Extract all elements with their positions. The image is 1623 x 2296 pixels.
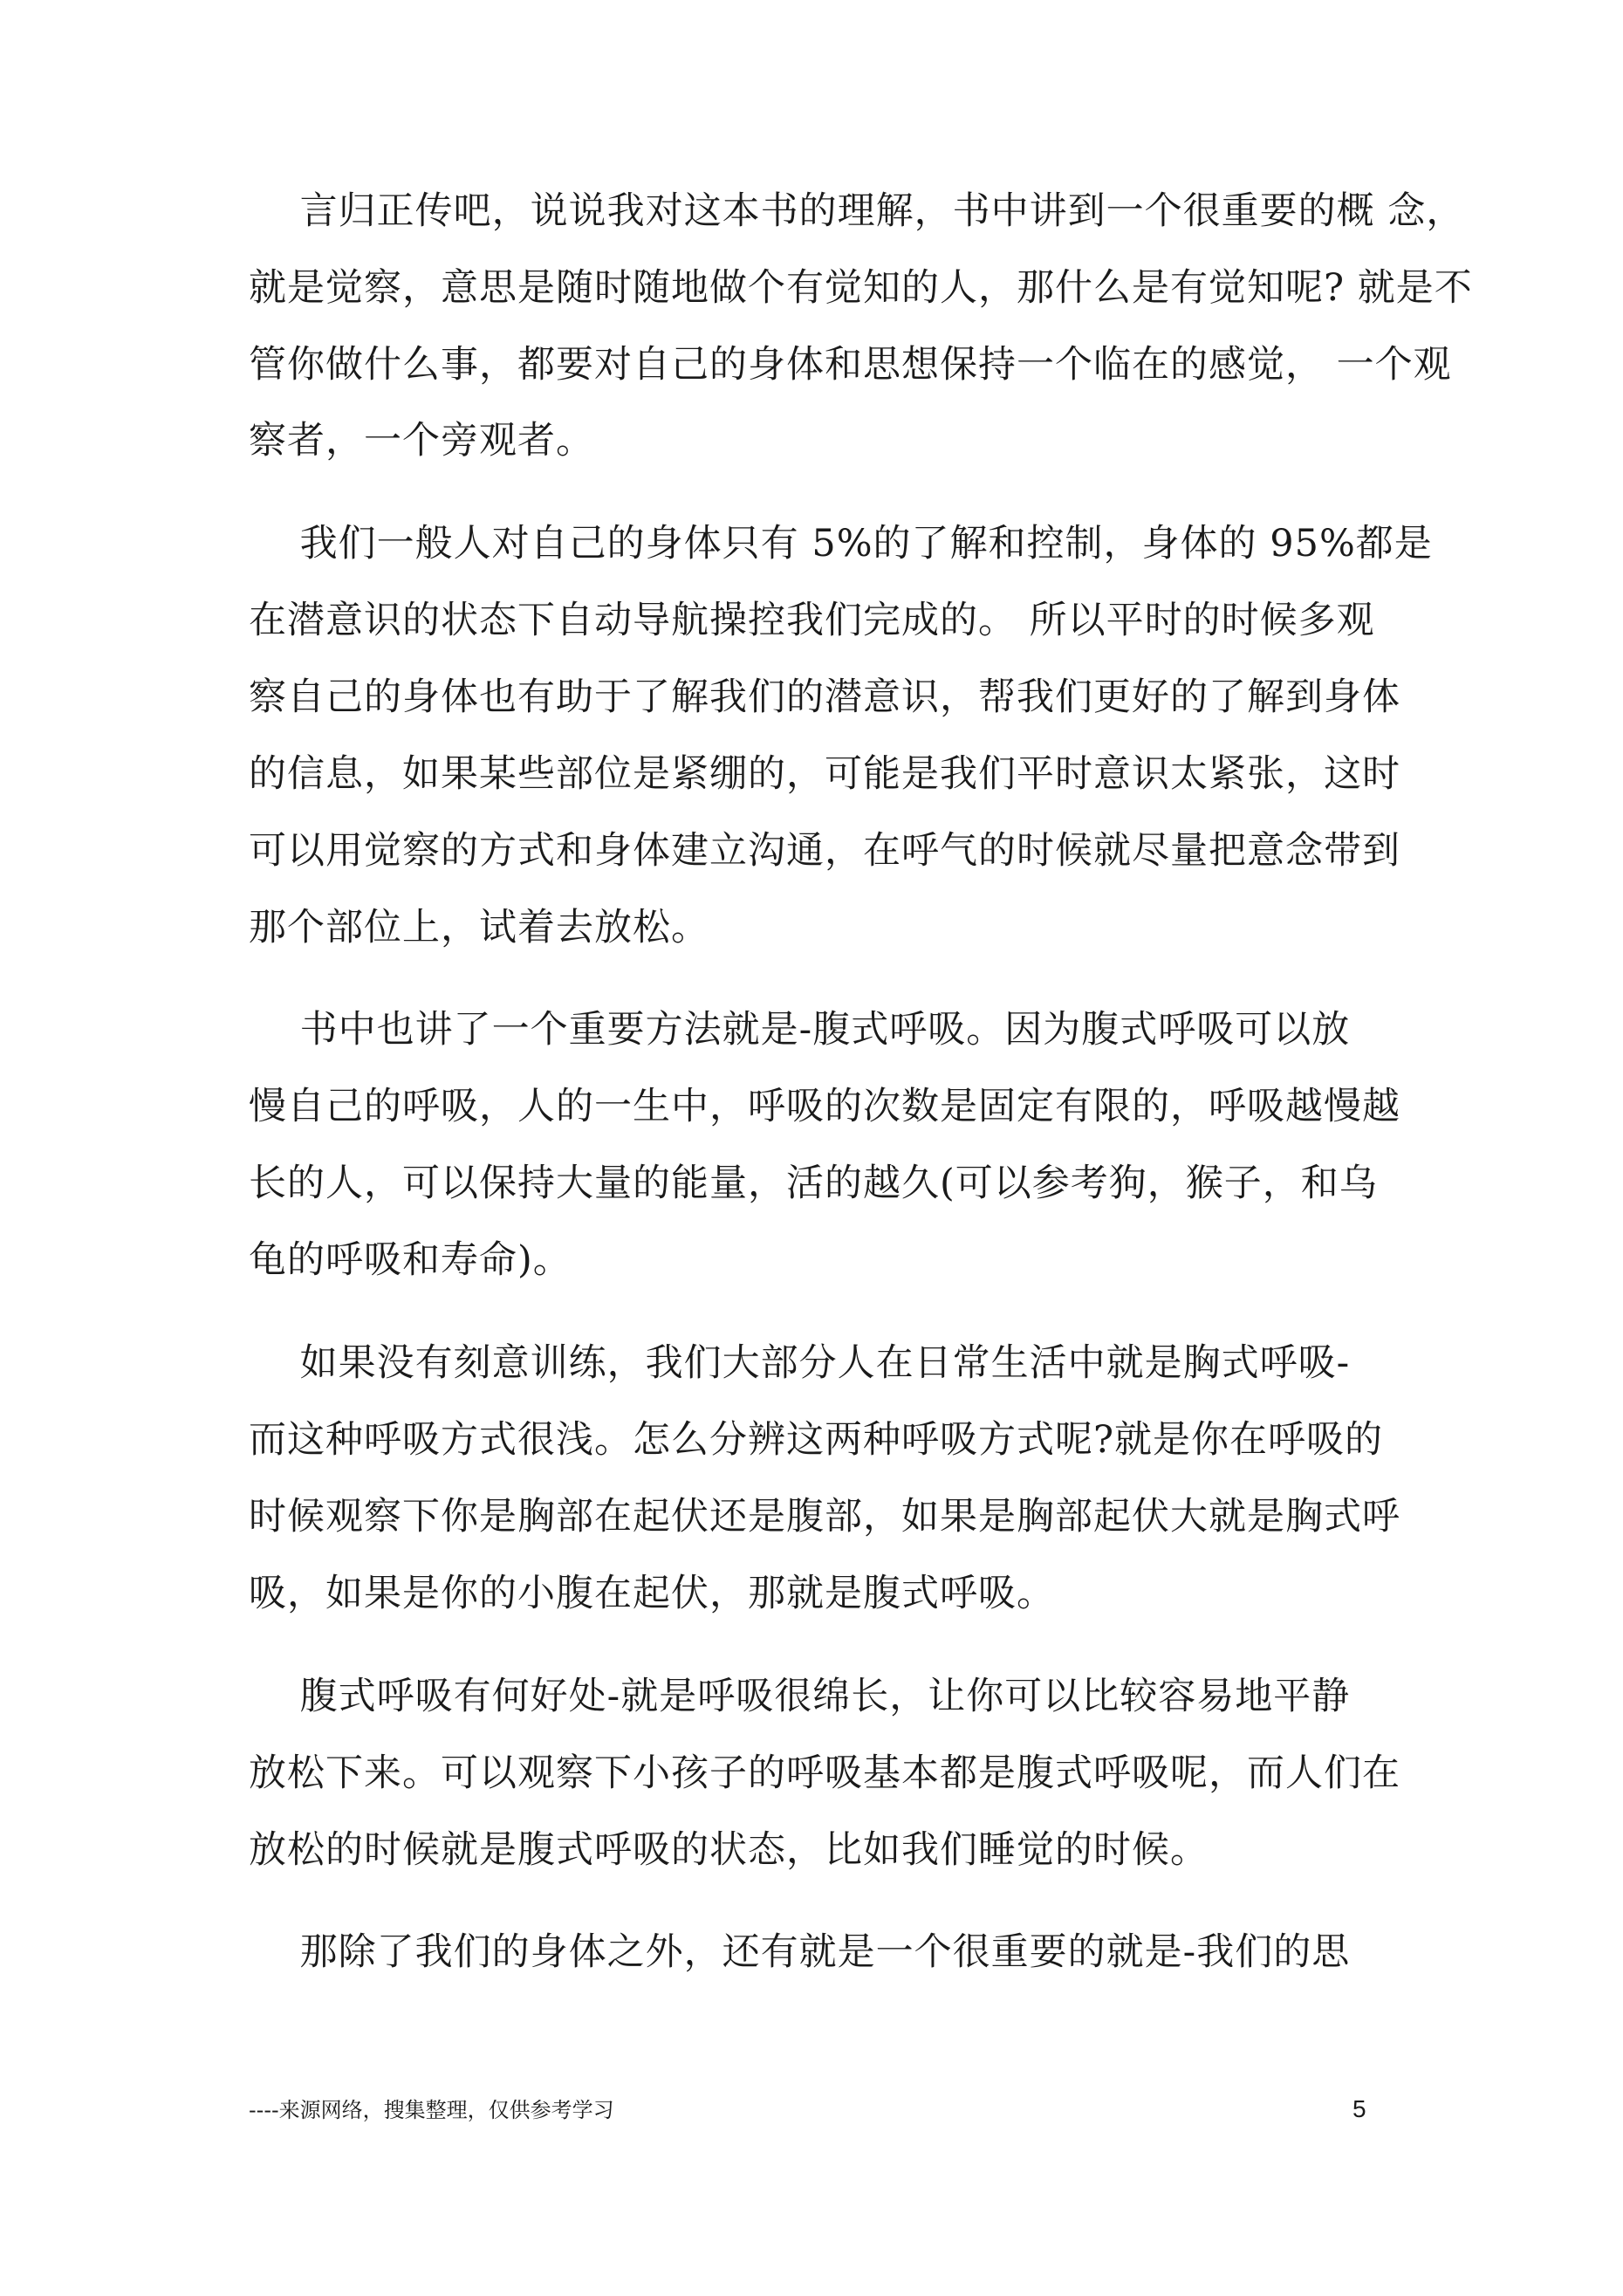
text-line: 放松下来。可以观察下小孩子的呼吸基本都是腹式呼吸呢，而人们在 bbox=[249, 1751, 1400, 1795]
text-line: 如果没有刻意训练，我们大部分人在日常生活中就是胸式呼吸- bbox=[249, 1341, 1351, 1385]
text-line: 那除了我们的身体之外，还有就是一个很重要的就是-我们的思 bbox=[249, 1930, 1351, 1974]
text-line: 我们一般人对自己的身体只有 5%的了解和控制，身体的 95%都是 bbox=[249, 522, 1433, 565]
text-line: 那个部位上，试着去放松。 bbox=[249, 906, 709, 949]
text-line: 管你做什么事，都要对自己的身体和思想保持一个临在的感觉， 一个观 bbox=[249, 343, 1452, 387]
text-line: 言归正传吧，说说我对这本书的理解，书中讲到一个很重要的概 念， bbox=[249, 189, 1465, 233]
text-line: 察自己的身体也有助于了解我们的潜意识，帮我们更好的了解到身体 bbox=[249, 675, 1400, 719]
text-line: 在潜意识的状态下自动导航操控我们完成的。 所以平时的时候多观 bbox=[249, 599, 1375, 642]
page-number: 5 bbox=[1352, 2095, 1366, 2122]
text-line: 可以用觉察的方式和身体建立沟通，在呼气的时候就尽量把意念带到 bbox=[249, 829, 1400, 873]
text-line: 放松的时候就是腹式呼吸的状态，比如我们睡觉的时候。 bbox=[249, 1828, 1209, 1872]
text-line: 而这种呼吸方式很浅。怎么分辨这两种呼吸方式呢?就是你在呼吸的 bbox=[249, 1418, 1384, 1462]
text-line: 就是觉察，意思是随时随地做个有觉知的人，那什么是有觉知呢? 就是不 bbox=[249, 266, 1473, 310]
text-line: 吸，如果是你的小腹在起伏，那就是腹式呼吸。 bbox=[249, 1572, 1055, 1615]
footer-source-note: ----来源网络，搜集整理，仅供参考学习 bbox=[249, 2098, 614, 2122]
text-line: 腹式呼吸有何好处-就是呼吸很绵长，让你可以比较容易地平静 bbox=[249, 1675, 1351, 1718]
text-line: 的信息，如果某些部位是紧绷的，可能是我们平时意识太紧张，这时 bbox=[249, 752, 1400, 796]
text-line: 书中也讲了一个重要方法就是-腹式呼吸。因为腹式呼吸可以放 bbox=[249, 1008, 1351, 1052]
text-line: 长的人，可以保持大量的能量，活的越久(可以参考狗，猴子，和乌 bbox=[249, 1162, 1378, 1205]
text-line: 时候观察下你是胸部在起伏还是腹部，如果是胸部起伏大就是胸式呼 bbox=[249, 1495, 1400, 1539]
text-line: 察者，一个旁观者。 bbox=[249, 419, 594, 463]
text-line: 慢自己的呼吸，人的一生中，呼吸的次数是固定有限的，呼吸越慢越 bbox=[249, 1085, 1400, 1128]
text-line: 龟的呼吸和寿命)。 bbox=[249, 1238, 572, 1282]
